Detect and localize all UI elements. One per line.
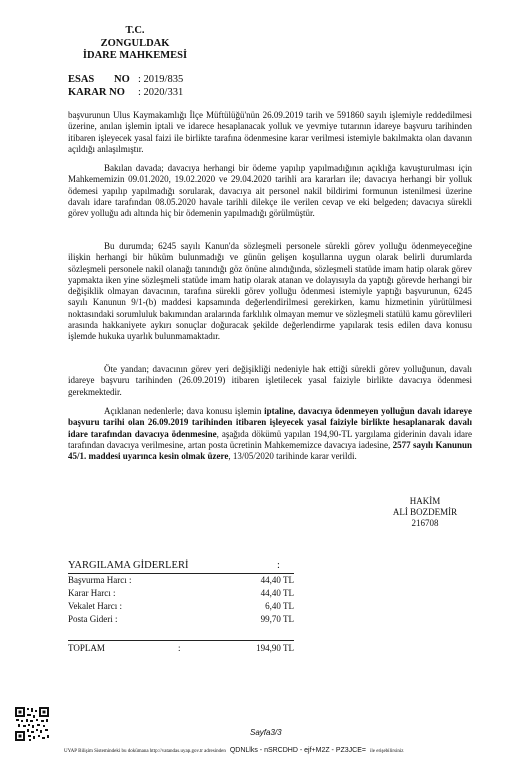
- decision-text-bold-1: iptaline, davacıya ödenmeyen yolluğun davalı idareye başvuru tarihi olan 26.09.2019 tarihinden itibaren işleyecek yasal faiziyle birlikte hesaplanarak davalı idare tarafından davacıya ödenmesine: [68, 406, 472, 439]
- judge-number: 216708: [411, 518, 439, 528]
- paragraph-1: başvurunun Ulus Kaymakamlığı İlçe Müftülüğü'nün 26.09.2019 tarih ve 591860 sayılı işlemiyle reddedilmesi üzerine, anılan işlemin iptali ve idarece hesaplanacak yolluk ve yevmiye tutarının idareye başvuru tarihinden itibaren işleyecek yasal faizi ile birlikte tarafına ödenmesine karar verilmesi istemiyle bakılmakta olan davanın açıldığı anlaşılmıştır.: [68, 110, 472, 154]
- paragraph-4: Öte yandan; davacının görev yeri değişikliği nedeniyle hak ettiği sürekli görev yolluğunun, davalı idareye başvuru tarihinden (26.09.2019) itibaren işletilecek yasal faiziyle birlikte davacıya ödenmesi gerekmektedir.: [68, 364, 472, 397]
- esas-line: [68, 74, 183, 85]
- cost-label: Karar Harcı :: [68, 588, 116, 598]
- header-court: İDARE MAHKEMESİ: [82, 50, 188, 61]
- header-city: ZONGULDAK: [100, 38, 170, 49]
- decision-text-bold-2: 2577 sayılı Kanunun 45/1. maddesi uyarınca kesin olmak üzere: [68, 439, 472, 462]
- esas-label: ESAS: [68, 74, 95, 85]
- cost-amount: 6,40 TL: [265, 601, 294, 611]
- cost-row: [68, 575, 294, 587]
- cost-label: Başvurma Harcı :: [68, 575, 132, 585]
- header-tc: T.C.: [125, 25, 145, 36]
- esas-value: : 2019/835: [138, 74, 184, 85]
- cost-total-colon: :: [178, 643, 181, 653]
- qr-code-icon: [14, 706, 50, 742]
- cost-label: Posta Gideri :: [68, 614, 118, 624]
- karar-value: : 2020/331: [138, 87, 184, 98]
- cost-total-label: TOPLAM: [68, 643, 105, 653]
- cost-amount: 99,70 TL: [260, 614, 294, 624]
- costs-divider-top: [68, 573, 294, 574]
- cost-label: Vekalet Harcı :: [68, 601, 122, 611]
- cost-row: [68, 588, 294, 600]
- costs-title-colon: :: [277, 560, 280, 571]
- esas-no-label: NO: [114, 74, 130, 85]
- footer-line: [64, 739, 403, 757]
- footer-code: QDNLlks - nSRCDHD - ejf+M2Z - PZ3JCE=: [229, 747, 366, 754]
- costs-divider-bottom: [68, 640, 294, 641]
- footer-note: UYAP Bilişim Sistemindeki bu dokümana http://vatandas.uyap.gov.tr adresinden: [64, 749, 226, 754]
- judge-title: HAKİM: [409, 496, 441, 506]
- cost-total-row: [68, 643, 294, 655]
- cost-amount: 44,40 TL: [260, 575, 294, 585]
- judge-block: [370, 496, 480, 529]
- footer-note-end: ile erişebilirsiniz: [369, 749, 404, 754]
- page-number: Sayfa3/3: [250, 728, 282, 737]
- cost-amount: 44,40 TL: [260, 588, 294, 598]
- decision-text-a: Açıklanan nedenlerle; dava konusu işlemin: [104, 406, 265, 416]
- decision-text-e: , 13/05/2020 tarihinde karar verildi.: [228, 451, 357, 462]
- cost-row: [68, 601, 294, 613]
- costs-title: YARGILAMA GİDERLERİ: [68, 560, 189, 571]
- paragraph-5: [68, 406, 472, 462]
- karar-line: [68, 87, 183, 98]
- karar-label: KARAR NO: [68, 87, 125, 98]
- judge-name: ALİ BOZDEMİR: [392, 507, 458, 517]
- cost-row: [68, 614, 294, 626]
- paragraph-2: Bakılan davada; davacıya herhangi bir ödeme yapılıp yapılmadığının açıklığa kavuşturulması için Mahkememizin 09.01.2020, 19.02.2020 ve 29.04.2020 tarihli ara kararları ile; davacıya herhangi bir yolluk ödemesi yapılıp yapılmadığı sorularak, davacıya ait personel nakil bildirimi formunun istenilmesi üzerine davalı idare tarafından 08.05.2020 havale tarihli dilekçe ile verilen cevap ve eki belgeden; davacıya sürekli görev yolluğu adı altında hiç bir ödemenin yapılmadığı görülmüştür.: [68, 163, 472, 219]
- paragraph-3: Bu durumda; 6245 sayılı Kanun'da sözleşmeli personele sürekli görev yolluğu ödenmeyeceğine ilişkin herhangi bir hüküm bulunmadığı ve günün gelişen koşullarına uygun olarak belirli durumlarda sözleşmeli personele nakil olanağı tanındığı göz önüne alındığında, sözleşmeli statüde imam hatip olarak görev yapmakta iken yine sözleşmeli statüde imam hatip olarak atanan ve dolayısıyla da yaptığı görevde herhangi bir değişiklik olmayan davacının, tarafına sürekli görev yolluğu ödenmesi istemiyle yaptığı başvurunun, 6245 sayılı Kanunun 9/1-(b) maddesi kapsamında değerlendirilmesi gerekirken, kamu hizmetinin yürütülmesi noktasındaki sorumluluk bakımından aralarında farklılık olmayan memur ve sözleşmeli statülü kamu görevlileri arasında hakkaniyete aykırı sonuçlar doğuracak şekilde değerlendirme yapılarak tesis edilen dava konusu işlemde hukuka uyarlık bulunmamaktadır.: [68, 241, 472, 342]
- qr-code: [14, 706, 50, 742]
- decision-text-c: , aşağıda dökümü yapılan 194,90-TL yargılama giderinin davalı idare tarafından davacıya verilmesine, artan posta ücretinin Mahkememizce davacıya iadesine,: [68, 428, 472, 450]
- cost-total-amount: 194,90 TL: [256, 643, 294, 653]
